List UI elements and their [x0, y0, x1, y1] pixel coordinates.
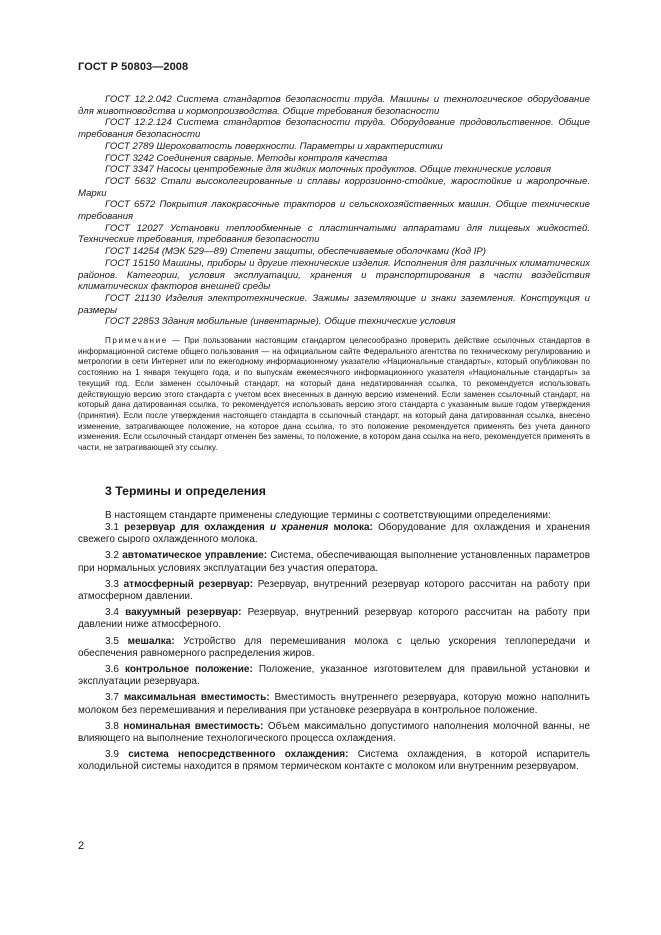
term-number: 3.9	[105, 749, 129, 761]
term-name: номинальная вместимость:	[123, 720, 264, 732]
term-number: 3.8	[105, 720, 124, 732]
term-text: Положение, указанное изготовителем для правильной установки и эксплуатации резервуара.	[78, 664, 590, 688]
term-definition	[78, 607, 590, 631]
reference-item: ГОСТ 12.2.042 Система стандартов безопасности труда. Машины и технологическое оборудование для животноводства и кормопроизводства. Общие требования безопасности	[78, 94, 590, 117]
term-name: мешалка:	[127, 635, 175, 647]
term-text: Вместимость внутреннего резервуара, которую можно наполнить молоком без перемешивания и переливания при установке резервуара в контрольное положение.	[78, 692, 590, 716]
term-definition	[78, 664, 590, 688]
reference-item: ГОСТ 3242 Соединения сварные. Методы контроля качества	[105, 152, 388, 164]
reference-item: ГОСТ 14254 (МЭК 529—89) Степени защиты, обеспечиваемые оболочками (Код IP)	[105, 246, 486, 258]
term-text: Оборудование для охлаждения и хранения свежего сырого охлажденного молока.	[78, 522, 590, 546]
term-number: 3.7	[105, 692, 124, 704]
term-text: Объем максимально допустимого наполнения молочной ванны, не влияющего на выполнение технологического процесса охлаждения.	[78, 720, 591, 745]
reference-item: ГОСТ 5632 Стали высоколегированные и сплавы коррозионно-стойкие, жаростойкие и жаропрочные. Марки	[78, 175, 590, 199]
note-text: — При пользовании настоящим стандартом целесообразно проверить действие ссылочных стандартов в информационной системе общего пользования — на официальном сайте Федерального агентства по техническому регулированию и метрологии в сети Интернет или по ежегодному информационному указателю «Национальные стандарты», который опубликован по состоянию на 1 января текущего года, и по выпускам ежемесячного информационного указателя «Национальные стандарты» за текущий год. Если заменен ссылочный стандарт, на который дана недатированная ссылка, то рекомендуется использовать действующую версию этого стандарта с учетом всех внесенных в данную версию изменений. Если заменен ссылочный стандарт, на который дана датированная ссылка, то рекомендуется использовать версию этого стандарта с указанным выше годом утверждения (принятия). Если после утверждения настоящего стандарта в ссылочный стандарт, на который дана датированная ссылка, внесено изменение, затрагивающее положение, на которое дана ссылка, то это положение рекомендуется применять без учета данного изменения. Если ссылочный стандарт отменен без замены, то положение, в котором дана ссылка на него, рекомендуется применять в части, не затрагивающей эту ссылку.	[78, 336, 590, 453]
term-definition	[78, 749, 590, 773]
term-text: Резервуар, внутренний резервуар которого рассчитан на работу при давлении ниже атмосферного.	[78, 607, 590, 631]
reference-item: ГОСТ 21130 Изделия электротехнические. Зажимы заземляющие и знаки заземления. Конструкция и размеры	[78, 292, 590, 316]
term-number: 3.3	[105, 578, 124, 590]
term-name: максимальная вместимость:	[123, 692, 270, 704]
term-text: Система охлаждения, в которой испаритель холодильной системы находится в прямом термическом контакте с молоком или внутренним резервуаром.	[78, 749, 590, 773]
term-definition	[78, 692, 590, 716]
term-definition	[78, 636, 590, 660]
term-text: Система, обеспечивающая выполнение установленных параметров при нормальных условиях эксплуатации без участия оператора.	[78, 550, 591, 574]
reference-item: ГОСТ 22853 Здания мобильные (инвентарные). Общие технические условия	[105, 316, 456, 328]
section-title: 3 Термины и определения	[105, 483, 266, 498]
term-name: автоматическое управление:	[122, 550, 268, 562]
page-number: 2	[78, 840, 85, 852]
reference-item: ГОСТ 3347 Насосы центробежные для жидких молочных продуктов. Общие технические условия	[105, 164, 551, 176]
term-text: Устройство для перемешивания молока с целью ускорения теплопередачи и обеспечения равномерного распределения жиров.	[78, 635, 590, 659]
term-name: резервуар для охлаждения и хранения молока:	[124, 522, 373, 533]
term-definition	[78, 550, 590, 574]
term-name: вакуумный резервуар:	[125, 607, 242, 619]
reference-item: ГОСТ 2789 Шероховатость поверхности. Параметры и характеристики	[105, 140, 443, 152]
term-name: атмосферный резервуар:	[123, 578, 254, 590]
reference-item: ГОСТ 12027 Установки теплообменные с пластинчатыми аппаратами для пищевых жидкостей. Технические требования, требования безопасности	[78, 222, 590, 246]
note-label: Примечание	[105, 336, 168, 346]
term-number: 3.2	[105, 550, 123, 562]
term-number: 3.1	[105, 522, 125, 533]
term-number: 3.4	[105, 607, 126, 619]
reference-item: ГОСТ 15150 Машины, приборы и другие технические изделия. Исполнения для различных климатических районов. Категории, условия эксплуатации, хранения и транспортирования в части воздействия климатических факторов внешней среды	[78, 257, 590, 293]
document-header: ГОСТ Р 50803—2008	[78, 61, 189, 73]
term-definition	[78, 522, 590, 546]
normative-references-list	[78, 94, 590, 328]
term-name: система непосредственного охлаждения:	[128, 749, 349, 761]
term-number: 3.6	[105, 664, 125, 676]
term-number: 3.5	[105, 635, 128, 647]
section-intro: В настоящем стандарте применены следующие термины с соответствующими определениями:	[105, 509, 551, 521]
term-definition	[78, 721, 590, 745]
reference-item: ГОСТ 12.2.124 Система стандартов безопасности труда. Оборудование продовольственное. Общие требования безопасности	[78, 117, 590, 141]
term-name: контрольное положение:	[124, 664, 253, 676]
term-definition	[78, 579, 590, 603]
note-paragraph	[78, 336, 590, 454]
page-content	[78, 94, 590, 774]
reference-item: ГОСТ 6572 Покрытия лакокрасочные тракторов и сельскохозяйственных машин. Общие технические требования	[78, 199, 590, 223]
term-text: Резервуар, внутренний резервуар которого рассчитан на работу при атмосферном давлении.	[78, 578, 590, 603]
